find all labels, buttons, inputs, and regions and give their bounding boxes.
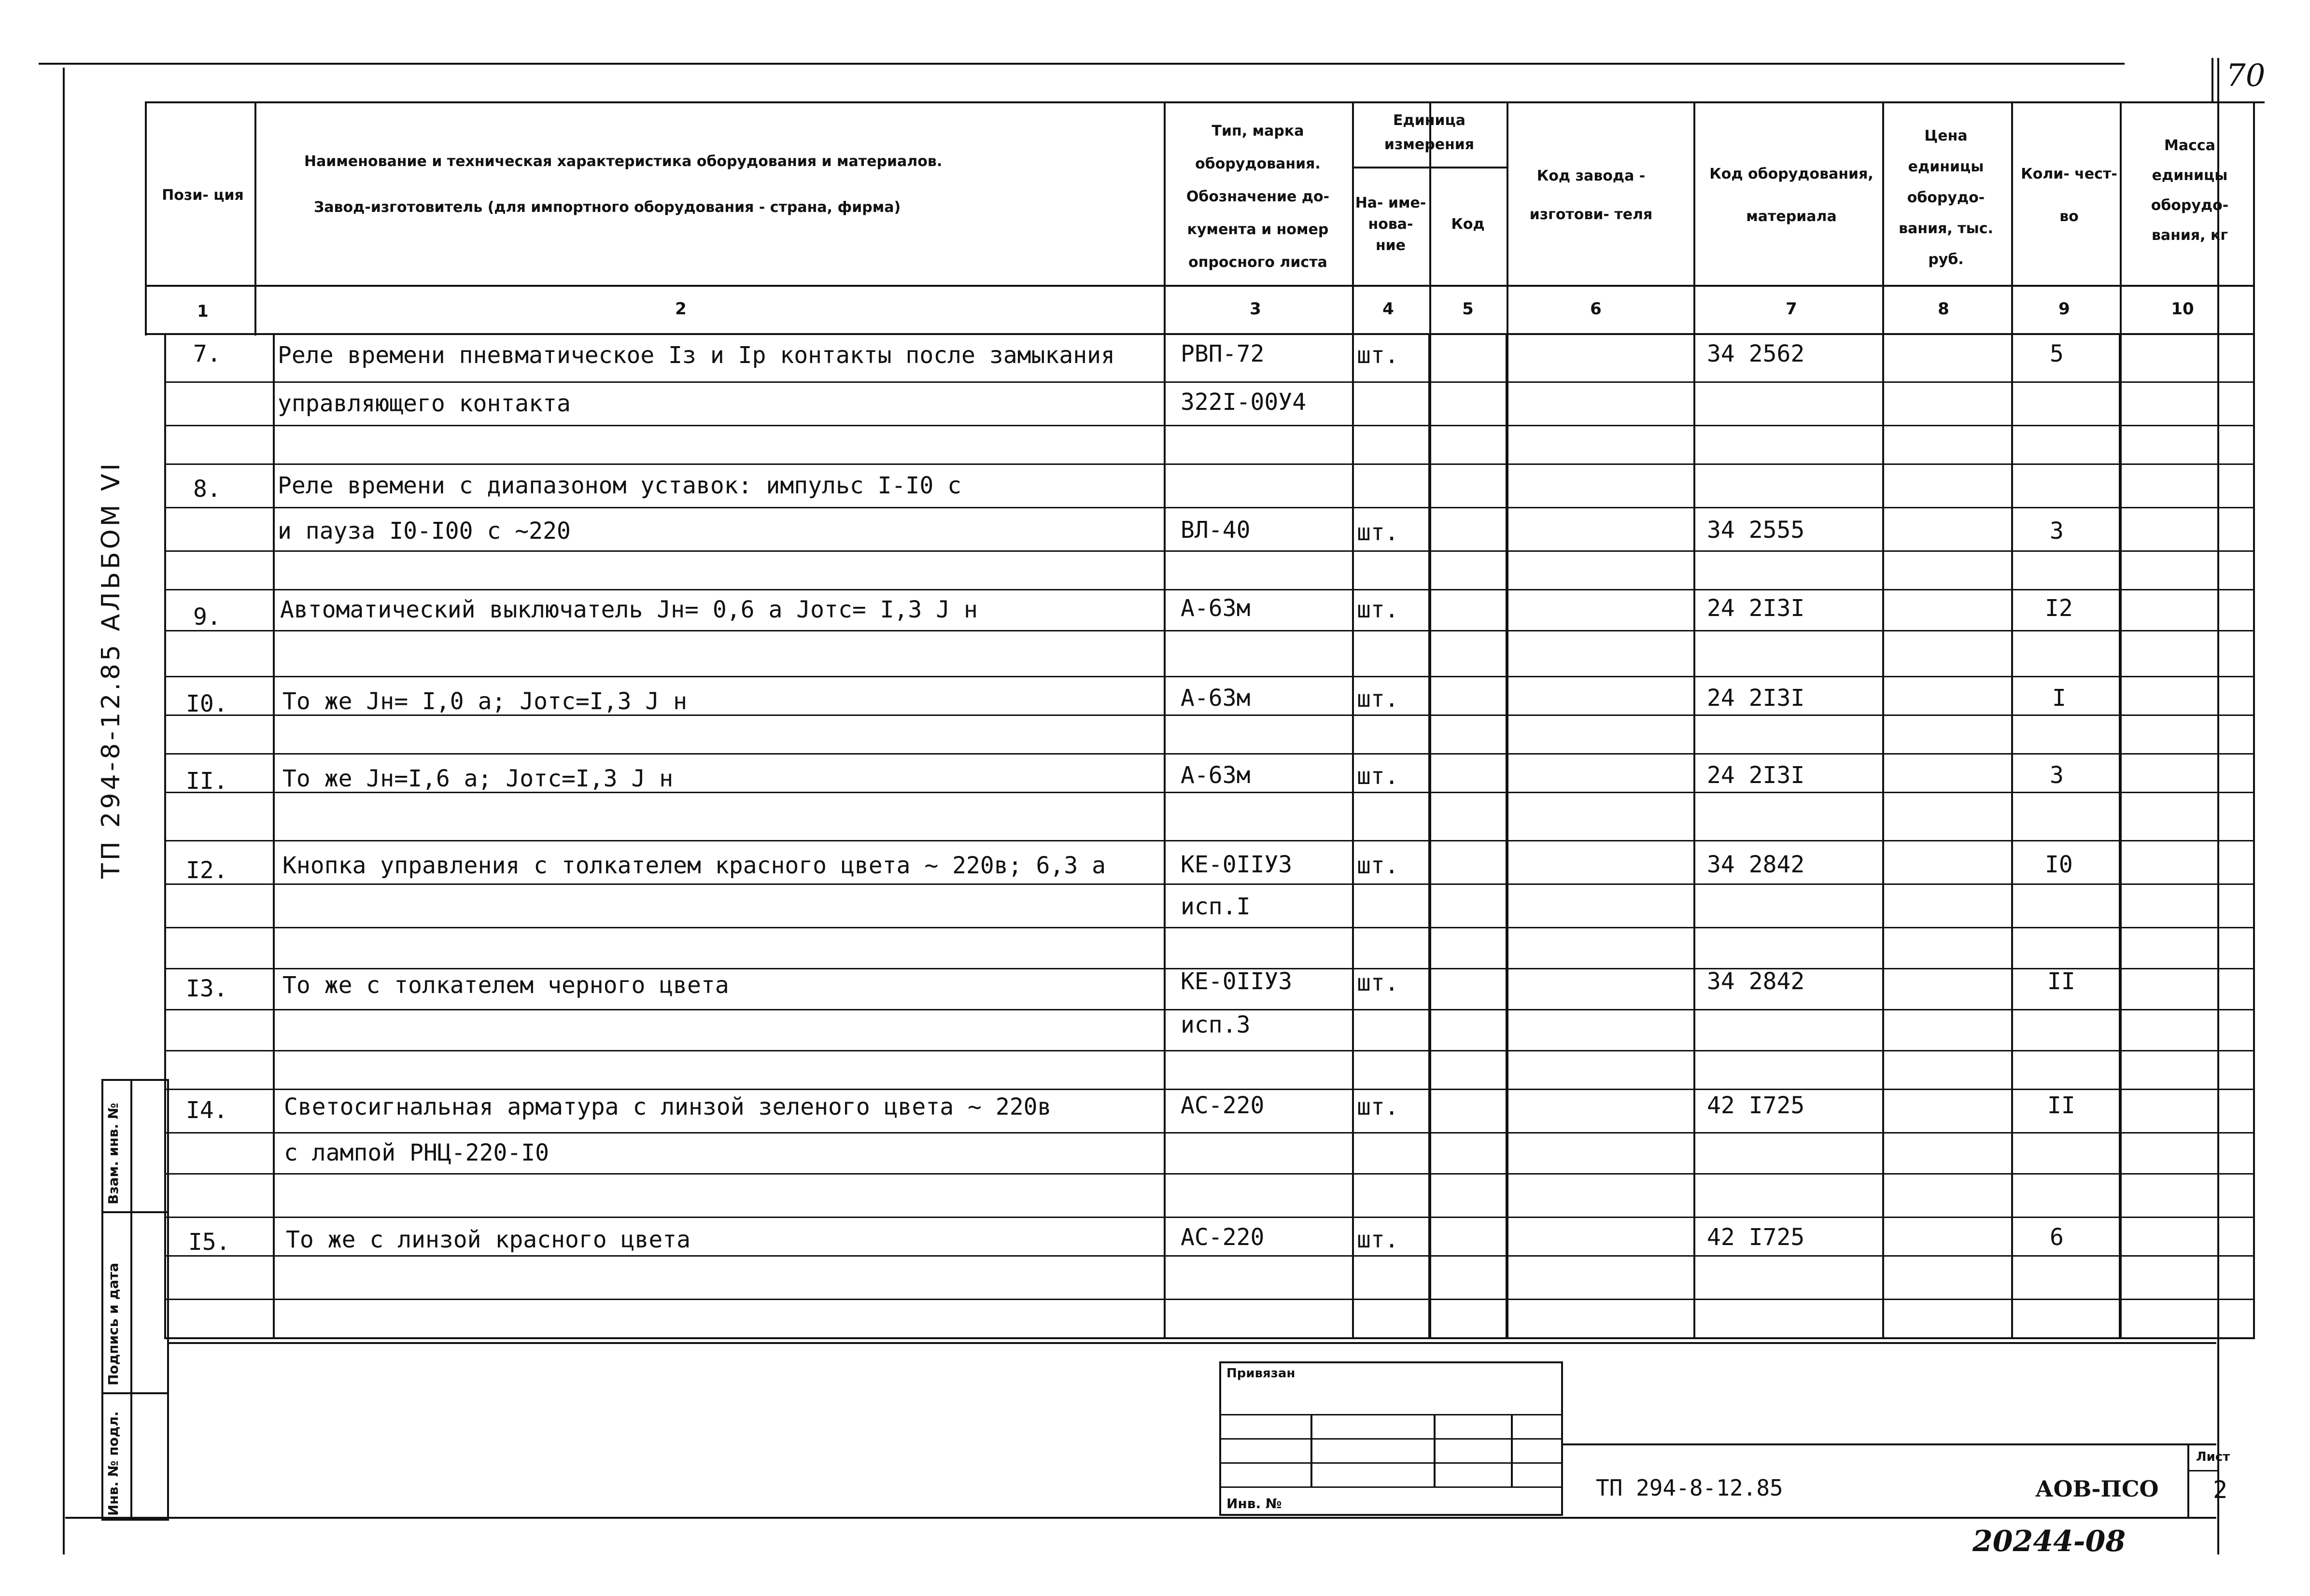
row-7-qty: 5 bbox=[2050, 340, 2064, 367]
row-11-unit: шт. bbox=[1357, 763, 1399, 790]
col-num-3: 3 bbox=[1250, 299, 1261, 319]
row-15-code: 42 I725 bbox=[1707, 1224, 1805, 1251]
sheet-label: Лист bbox=[2196, 1450, 2230, 1464]
row-12-type-line2: исп.I bbox=[1181, 893, 1251, 920]
header-name-line1: Наименование и техническая характеристика оборудования и материалов. bbox=[304, 153, 943, 170]
row-8-qty: 3 bbox=[2050, 518, 2064, 545]
header-unit-price: Цена единицы оборудо- вания, тыс. руб. bbox=[1899, 127, 1993, 268]
header-equipment-code: Код оборудования, материала bbox=[1709, 166, 1873, 225]
stamp-replace-inv: Взам. инв. № bbox=[105, 1103, 121, 1204]
header-unit-name: На- име- нова- ние bbox=[1355, 195, 1426, 254]
row-7-unit: шт. bbox=[1357, 342, 1399, 369]
bottom-handwritten-number: 20244-08 bbox=[1972, 1525, 2126, 1558]
stamp-signature-date: Подпись и дата bbox=[105, 1262, 121, 1386]
row-13-code: 34 2842 bbox=[1707, 968, 1805, 995]
row-10-position: I0. bbox=[186, 690, 228, 717]
row-11-type: А-63м bbox=[1181, 762, 1251, 789]
col-num-2: 2 bbox=[675, 299, 687, 319]
row-9-code: 24 2I3I bbox=[1707, 595, 1805, 622]
row-12-code: 34 2842 bbox=[1707, 851, 1805, 878]
row-10-name: То же Jн= I,0 а; Jотс=I,3 J н bbox=[282, 688, 688, 715]
row-10-type: А-63м bbox=[1181, 685, 1251, 712]
row-13-position: I3. bbox=[186, 975, 228, 1002]
row-13-name: То же с толкателем черного цвета bbox=[282, 972, 729, 999]
row-10-qty: I bbox=[2052, 685, 2066, 712]
row-12-type-line1: КЕ-0IIУ3 bbox=[1181, 851, 1293, 878]
row-14-name-line2: с лампой РНЦ-220-I0 bbox=[284, 1139, 549, 1166]
side-title: ТП 294-8-12.85 АЛЬБОМ VI bbox=[97, 461, 126, 879]
row-14-position: I4. bbox=[186, 1097, 228, 1124]
header-name-line2: Завод-изготовитель (для импортного оборудования - страна, фирма) bbox=[314, 199, 901, 216]
inventory-number-label: Инв. № bbox=[1226, 1496, 1282, 1512]
col-num-6: 6 bbox=[1590, 299, 1602, 319]
row-12-position: I2. bbox=[186, 857, 228, 884]
row-7-name-line2: управляющего контакта bbox=[278, 390, 571, 417]
row-15-name: То же с линзой красного цвета bbox=[286, 1226, 691, 1253]
col-num-8: 8 bbox=[1938, 299, 1949, 319]
row-9-qty: I2 bbox=[2045, 595, 2073, 622]
row-9-type: А-63м bbox=[1181, 595, 1251, 622]
header-quantity: Коли- чест- во bbox=[2021, 166, 2117, 225]
stamp-original-inv: Инв. № подл. bbox=[105, 1411, 121, 1516]
row-9-name: Автоматический выключатель Jн= 0,6 а Jотс= I,3 J н bbox=[280, 596, 978, 623]
row-10-unit: шт. bbox=[1357, 686, 1399, 713]
header-position: Пози- ция bbox=[162, 187, 244, 204]
row-9-unit: шт. bbox=[1357, 596, 1399, 623]
col-num-4: 4 bbox=[1382, 299, 1394, 319]
document-code: ТП 294-8-12.85 bbox=[1596, 1475, 1783, 1501]
sheet-number: 2 bbox=[2213, 1476, 2228, 1504]
row-15-qty: 6 bbox=[2050, 1224, 2064, 1251]
row-7-position: 7. bbox=[193, 340, 221, 367]
col-num-5: 5 bbox=[1462, 299, 1474, 319]
row-14-unit: шт. bbox=[1357, 1093, 1399, 1120]
row-8-position: 8. bbox=[193, 476, 221, 503]
row-7-type-line2: 322I-00У4 bbox=[1181, 389, 1307, 416]
row-14-qty: II bbox=[2047, 1092, 2075, 1119]
row-15-unit: шт. bbox=[1357, 1226, 1399, 1253]
header-unit-of-measure: Единица измерения bbox=[1384, 112, 1475, 153]
row-11-qty: 3 bbox=[2050, 762, 2064, 789]
row-8-name-line2: и пауза I0-I00 с ~220 bbox=[278, 518, 571, 545]
row-13-unit: шт. bbox=[1357, 969, 1399, 996]
row-12-qty: I0 bbox=[2045, 851, 2073, 878]
col-num-1: 1 bbox=[197, 302, 209, 321]
col-num-10: 10 bbox=[2171, 299, 2194, 319]
row-7-name-line1: Реле времени пневматическое Iз и Iр контакты после замыкания bbox=[278, 342, 1115, 369]
row-14-name-line1: Светосигнальная арматура с линзой зеленого цвета ~ 220в bbox=[284, 1093, 1052, 1120]
header-factory-code: Код завода - изготови- теля bbox=[1529, 168, 1653, 223]
header-type-mark: Тип, марка оборудования. Обозначение до- кумента и номер опросного листа bbox=[1186, 122, 1330, 271]
document-suffix: АОВ-ПСО bbox=[2035, 1476, 2159, 1502]
row-11-position: II. bbox=[186, 768, 228, 795]
row-8-type: ВЛ-40 bbox=[1181, 517, 1251, 544]
row-12-name: Кнопка управления с толкателем красного цвета ~ 220в; 6,3 а bbox=[282, 852, 1106, 879]
row-14-type: АС-220 bbox=[1181, 1092, 1265, 1119]
row-14-code: 42 I725 bbox=[1707, 1092, 1805, 1119]
row-11-name: То же Jн=I,6 а; Jотс=I,3 J н bbox=[282, 765, 674, 792]
col-num-9: 9 bbox=[2058, 299, 2070, 319]
row-13-type-line1: КЕ-0IIУ3 bbox=[1181, 968, 1293, 995]
row-13-qty: II bbox=[2047, 968, 2075, 995]
binding-label: Привязан bbox=[1226, 1366, 1296, 1381]
row-15-position: I5. bbox=[188, 1229, 230, 1256]
row-8-code: 34 2555 bbox=[1707, 517, 1805, 544]
row-13-type-line2: исп.3 bbox=[1181, 1011, 1251, 1038]
row-12-unit: шт. bbox=[1357, 852, 1399, 879]
binding-stamp-box bbox=[1219, 1361, 1563, 1516]
row-7-type-line1: РВП-72 bbox=[1181, 340, 1265, 367]
row-8-name-line1: Реле времени с диапазоном уставок: импульс I-I0 с bbox=[278, 472, 962, 499]
header-unit-code: Код bbox=[1451, 216, 1485, 233]
row-10-code: 24 2I3I bbox=[1707, 685, 1805, 712]
row-8-unit: шт. bbox=[1357, 519, 1399, 546]
row-9-position: 9. bbox=[193, 603, 221, 630]
row-7-code: 34 2562 bbox=[1707, 340, 1805, 367]
row-15-type: АС-220 bbox=[1181, 1224, 1265, 1251]
col-num-7: 7 bbox=[1786, 299, 1797, 319]
corner-page-number: 70 bbox=[2226, 58, 2266, 94]
header-unit-mass: Масса единицы оборудо- вания, кг bbox=[2151, 137, 2229, 244]
row-11-code: 24 2I3I bbox=[1707, 762, 1805, 789]
